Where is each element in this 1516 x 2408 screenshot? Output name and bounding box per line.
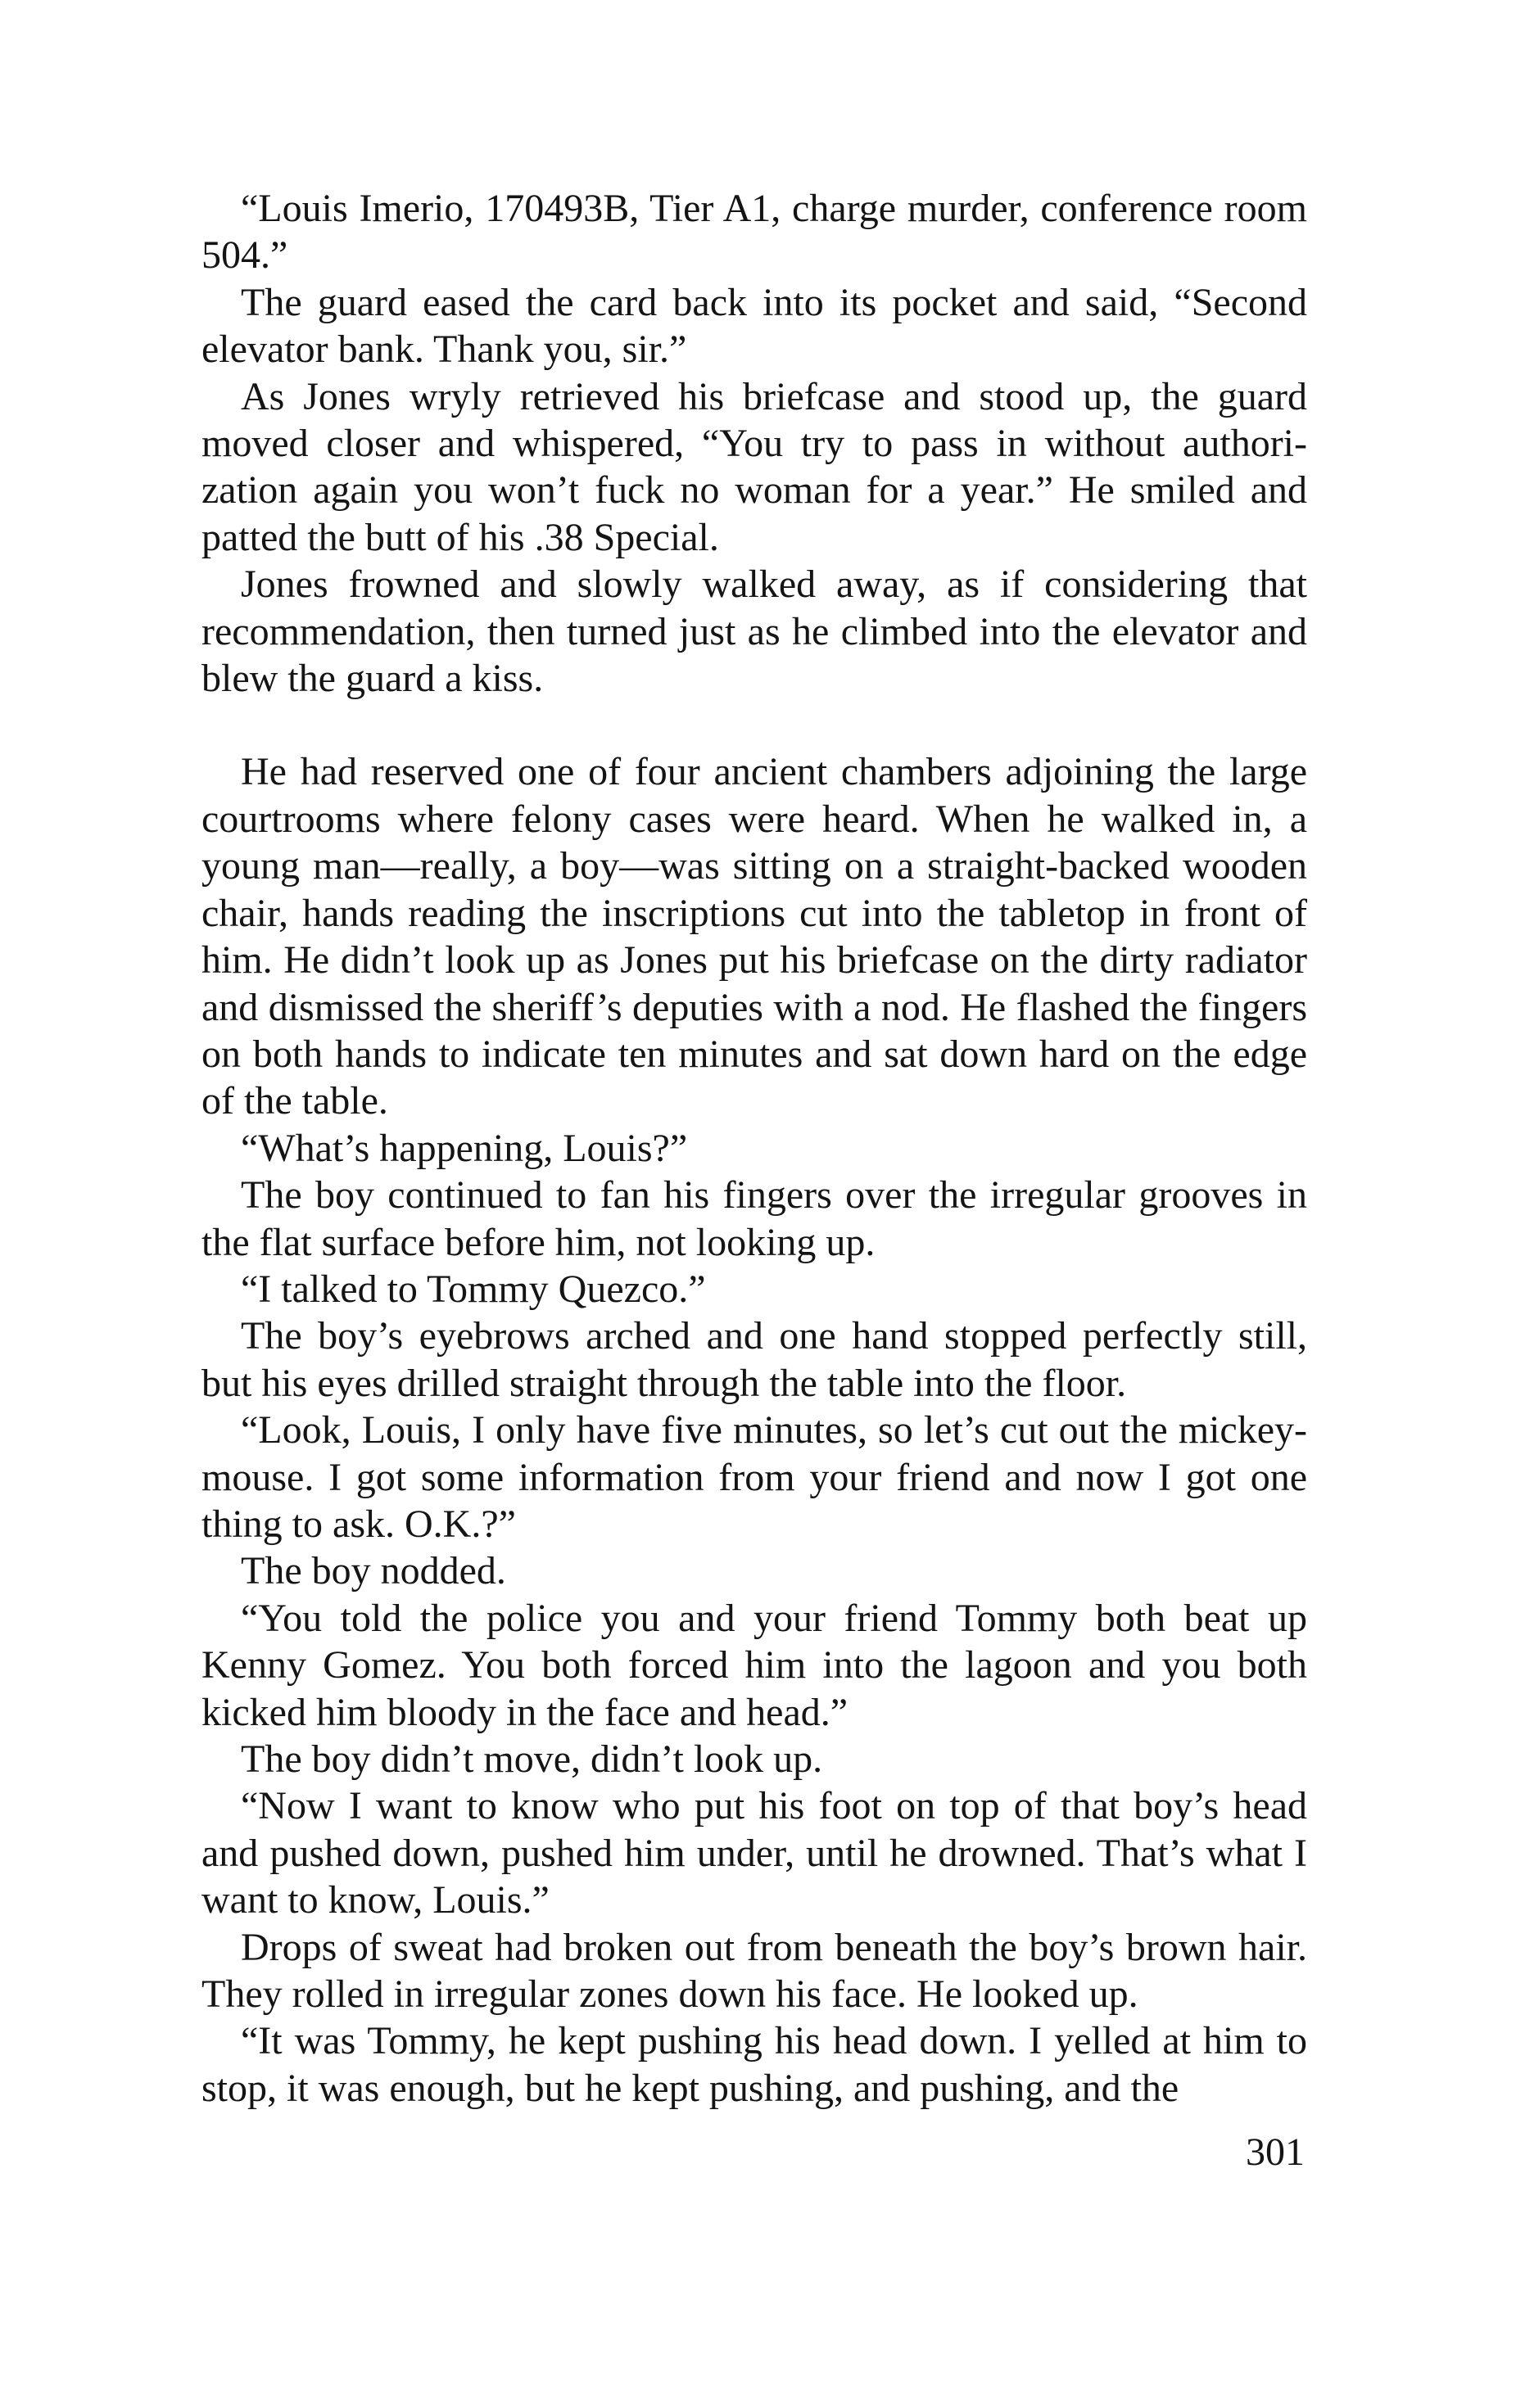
paragraph: “What’s happening, Louis?”	[241, 1126, 688, 1170]
section-break	[201, 702, 1307, 748]
paragraph: “Now I want to know who put his foot on top of that boy’s head and pushed down, pushed him under, until he drowned. That’s what I want to know, Louis.”	[201, 1784, 1307, 1922]
paragraph: Jones frowned and slowly walked away, as if considering that recommendation, then turned just as he climbed into the elevator and blew the guard a kiss.	[201, 562, 1307, 701]
paragraph: The guard eased the card back into its pocket and said, “Second elevator bank. Thank you, sir.”	[201, 280, 1307, 372]
page-number: 301	[1246, 2130, 1305, 2174]
paragraph: “It was Tommy, he kept pushing his head down. I yelled at him to stop, it was enough, but he kept pushing, and pushing, and the	[201, 2019, 1307, 2110]
paragraph: The boy didn’t move, didn’t look up.	[241, 1737, 823, 1781]
paragraph: “You told the police you and your friend Tommy both beat up Kenny Gomez. You both forced him into the lagoon and you both kicked him bloody in the face and head.”	[201, 1596, 1307, 1734]
body-text	[201, 185, 1307, 2112]
paragraph: “Louis Imerio, 170493B, Tier A1, charge murder, conference room 504.”	[201, 187, 1307, 278]
paragraph: The boy continued to fan his fingers over the irregular grooves in the flat surface before him, not looking up.	[201, 1173, 1307, 1264]
paragraph: He had reserved one of four ancient chambers adjoining the large courtrooms where felony cases were heard. When he walked in, a young man—really, a boy—was sitting on a straight-backed wooden chair, hands reading the inscriptions cut into the tabletop in front of him. He didn’t look up as Jones put his briefcase on the dirty radiator and dismissed the sheriff’s deputies with a nod. He flashed the fingers on both hands to indicate ten minutes and sat down hard on the edge of the table.	[201, 750, 1307, 1123]
paragraph: “I talked to Tommy Quezco.”	[241, 1267, 706, 1311]
paragraph: Drops of sweat had broken out from beneath the boy’s brown hair. They rolled in irregular zones down his face. He looked up.	[201, 1925, 1307, 2017]
paragraph: The boy’s eyebrows arched and one hand stopped perfectly still, but his eyes drilled straight through the table into the floor.	[201, 1314, 1307, 1405]
paragraph: “Look, Louis, I only have five minutes, so let’s cut out the mickey-mouse. I got some information from your friend and now I got one thing to ask. O.K.?”	[201, 1408, 1307, 1546]
paragraph: As Jones wryly retrieved his briefcase and stood up, the guard moved closer and whispered, “You try to pass in without authorization again you won’t fuck no woman for a year.” He smiled and patted the butt of his .38 Special.	[201, 374, 1307, 559]
paragraph: The boy nodded.	[241, 1549, 506, 1593]
